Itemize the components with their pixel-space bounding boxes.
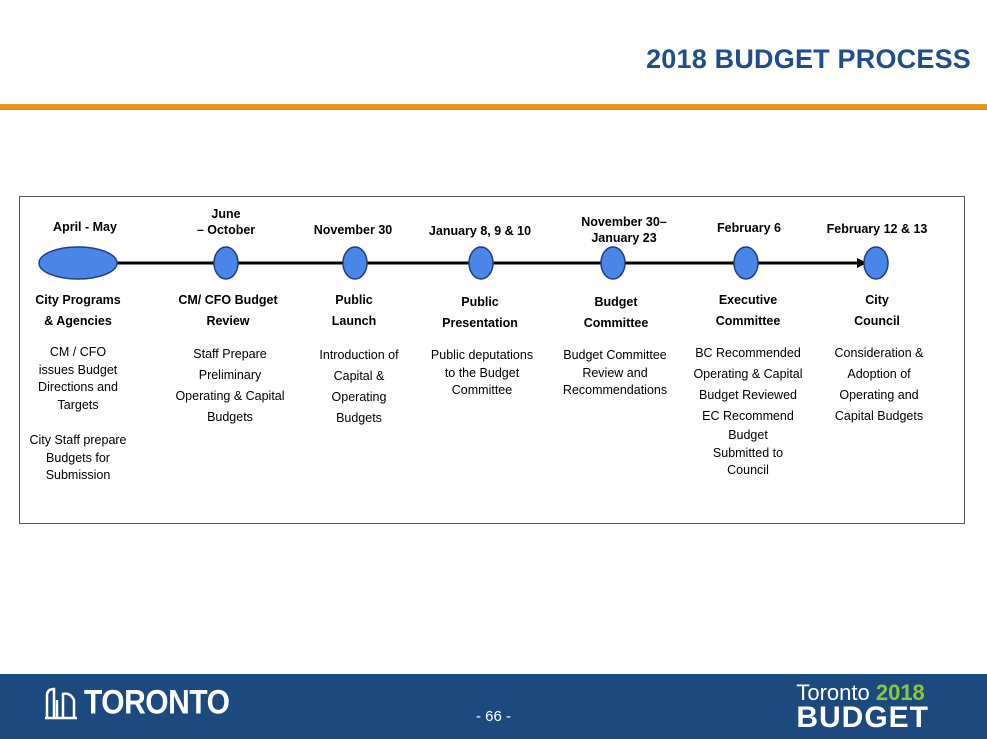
timeline-node-4 xyxy=(469,247,493,279)
stage-5-description: Budget Committee Review and Recommendations xyxy=(562,348,668,397)
stage-4-description: Public deputations to the Budget Committee xyxy=(430,348,534,397)
stage-5-date: November 30– January 23 xyxy=(581,215,667,245)
stage-1-description-secondary: City Staff prepare Budgets for Submission xyxy=(29,433,127,482)
stage-6-description: BC Recommended Operating & Capital Budget Reviewed EC Recommend xyxy=(693,346,803,423)
stage-7-heading: City Council xyxy=(854,293,900,328)
stage-4-date: January 8, 9 & 10 xyxy=(428,224,532,238)
stage-6-description-secondary: Budget Submitted to Council xyxy=(712,428,784,477)
timeline-node-7 xyxy=(864,247,888,279)
budget-logo-word: BUDGET xyxy=(796,701,929,734)
timeline-node-3 xyxy=(343,247,367,279)
budget-logo xyxy=(796,682,929,732)
budget-logo-city: Toronto xyxy=(796,680,870,705)
stage-4-heading: Public Presentation xyxy=(442,295,518,330)
accent-rule xyxy=(0,104,987,110)
stage-1-date: April - May xyxy=(53,220,117,234)
page-number: - 66 - xyxy=(475,708,511,725)
stage-6-date: February 6 xyxy=(717,221,781,235)
stage-7-date: February 12 & 13 xyxy=(826,222,928,236)
stage-3-description: Introduction of Capital & Operating Budgets xyxy=(319,348,399,425)
stage-5-heading: Budget Committee xyxy=(583,295,649,330)
timeline-node-2 xyxy=(214,247,238,279)
stage-1-heading: City Programs & Agencies xyxy=(35,293,121,328)
timeline-node-5 xyxy=(601,247,625,279)
stage-2-date: June – October xyxy=(196,207,256,237)
timeline-node-6 xyxy=(734,247,758,279)
budget-logo-year: 2018 xyxy=(875,680,925,705)
stage-3-heading: Public Launch xyxy=(331,293,377,328)
stage-2-description: Staff Prepare Preliminary Operating & Capital Budgets xyxy=(175,347,285,424)
stage-1-description: CM / CFO issues Budget Directions and Targets xyxy=(38,345,118,412)
stage-2-heading: CM/ CFO Budget Review xyxy=(178,293,278,328)
page-title: 2018 BUDGET PROCESS xyxy=(646,44,971,74)
timeline-node-1 xyxy=(39,247,117,279)
stage-3-date: November 30 xyxy=(313,223,393,237)
stage-7-description: Consideration & Adoption of Operating and Capital Budgets xyxy=(834,346,924,423)
stage-6-heading: Executive Committee xyxy=(715,293,781,328)
toronto-wordmark: TORONTO xyxy=(84,683,230,722)
